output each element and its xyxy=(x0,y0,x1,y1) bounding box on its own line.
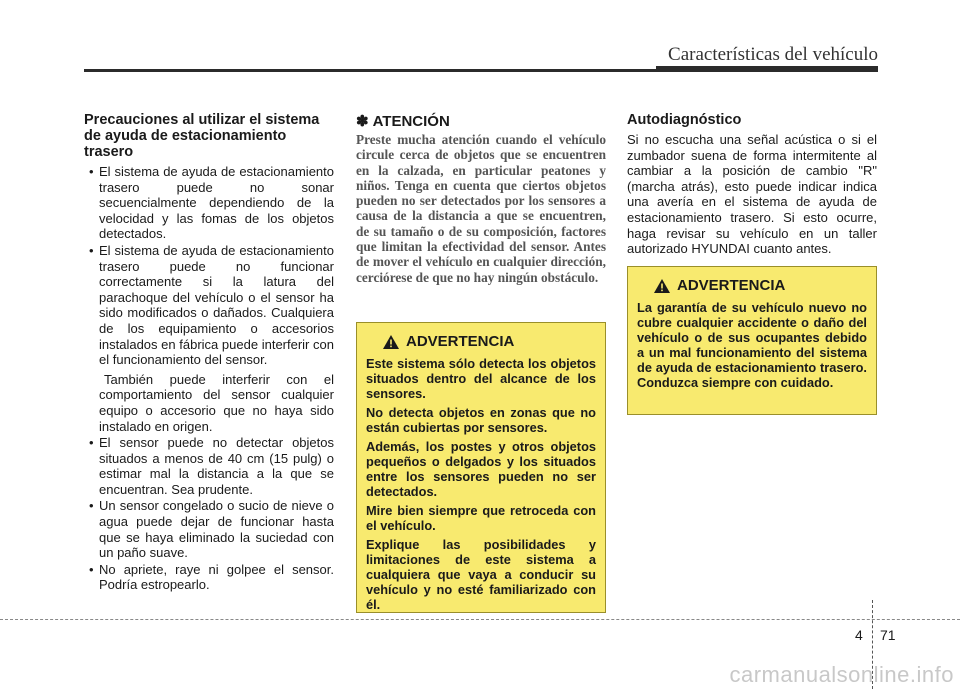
section-title: Características del vehículo xyxy=(668,44,878,65)
left-column xyxy=(84,112,334,594)
right-column xyxy=(627,112,877,257)
warning-box-detection xyxy=(356,322,606,613)
middle-column xyxy=(356,112,606,285)
list-item: • El sensor puede no detectar objetos situados a menos de 40 cm (15 pulg) o estimar mal la distancia a la que se encuentran. Sea prudente. xyxy=(89,435,334,497)
list-item-subtext: También puede interferir con el comportamiento del sensor cualquier equipo o accesorio que no haya sido instalado en origen. xyxy=(99,371,334,434)
attention-heading: ✽ ATENCIÓN xyxy=(356,112,450,130)
warning-title: ADVERTENCIA xyxy=(382,333,596,350)
asterisk-icon: ✽ xyxy=(356,113,369,130)
bullet-icon: • xyxy=(89,435,94,451)
header-rule-thick xyxy=(656,66,878,72)
list-item: • El sistema de ayuda de estacionamiento trasero puede no funcionar correctamente si la latura del parachoque del vehículo o el sensor ha sido modificados o dañados. Cualquiera de los equipamiento o accesorios instalados en fábrica puede interferir con el funcionamiento del sensor. También puede interferir con el comportamiento del sensor cualquier equipo o accesorio que no haya sido instalado en origen. xyxy=(89,242,334,434)
warning-paragraph: La garantía de su vehículo nuevo no cubre cualquier accidente o daño del vehículo o de sus ocupantes debido a un mal funcionamiento del sistema de ayuda de estacionamiento trasero. Conduzca siempre con cuidado. xyxy=(637,300,867,390)
attention-text: Preste mucha atención cuando el vehículo circule cerca de objetos que se encuentren en la calzada, en particular peatones y niños. Tenga en cuenta que ciertos objetos pueden no ser detectados por los sensores a causa de la distancia a que se encuentren, de su tamaño o de su composición, factores que limitan la efectividad del sensor. Antes de mover el vehículo en cualquier dirección, cerciórese de que no hay ningún obstáculo. xyxy=(356,132,606,285)
bullet-icon: • xyxy=(89,242,94,258)
warning-paragraph: No detecta objetos en zonas que no están cubiertas por sensores. xyxy=(366,405,596,435)
watermark: carmanualsonline.info xyxy=(729,662,954,687)
self-diagnosis-heading: Autodiagnóstico xyxy=(627,112,742,128)
warning-paragraph: Mire bien siempre que retroceda con el vehículo. xyxy=(366,503,596,533)
warning-triangle-icon xyxy=(382,334,400,350)
bullet-icon: • xyxy=(89,561,94,577)
footer-rule xyxy=(0,619,960,620)
warning-box-warranty xyxy=(627,266,877,415)
self-diagnosis-text: Si no escucha una señal acústica o si el zumbador suena de forma intermitente al cambiar a la posición de cambio "R" (marcha atrás), esto puede indicar indica una avería en el sistema de ayuda de estacionamiento trasero. Si esto ocurre, haga revisar su vehículo en un taller autorizado HYUNDAI cuanto antes. xyxy=(627,132,877,257)
warning-paragraph: Explique las posibilidades y limitaciones de este sistema a cualquiera que vaya a conducir su vehículo y no esté familiarizado con él. xyxy=(366,537,596,612)
page-number: 71 xyxy=(880,627,896,643)
precautions-list xyxy=(84,164,334,593)
warning-paragraph: Este sistema sólo detecta los objetos situados dentro del alcance de los sensores. xyxy=(366,356,596,401)
bullet-icon: • xyxy=(89,498,94,514)
bullet-icon: • xyxy=(89,164,94,179)
warning-triangle-icon xyxy=(653,278,671,294)
chapter-number: 4 xyxy=(855,627,863,643)
precautions-heading: Precauciones al utilizar el sistema de ayuda de estacionamiento trasero xyxy=(84,112,320,160)
warning-paragraph: Además, los postes y otros objetos pequeños o delgados y los situados entre los sensores pueden no ser detectados. xyxy=(366,439,596,499)
list-item: • Un sensor congelado o sucio de nieve o agua puede dejar de funcionar hasta que se haya eliminado la suciedad con un paño suave. xyxy=(89,498,334,561)
warning-title: ADVERTENCIA xyxy=(653,277,867,294)
list-item: • No apriete, raye ni golpee el sensor. Podría estropearlo. xyxy=(89,561,334,593)
list-item: • El sistema de ayuda de estacionamiento trasero puede no sonar secuencialmente dependiendo de la velocidad y las fomas de los objetos detectados. xyxy=(89,164,334,242)
